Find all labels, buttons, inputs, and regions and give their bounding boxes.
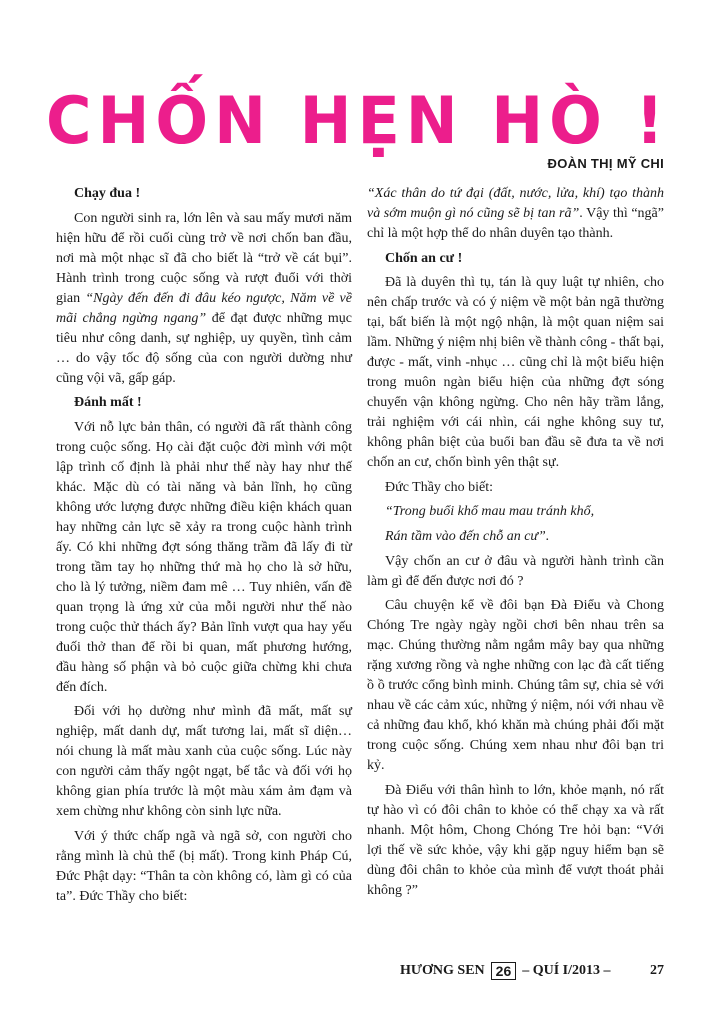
paragraph-text: để đạt được những mục tiêu như công danh, sự nghiệp, uy quyền, tình cảm … do vậy tốc độ sống của con người dường như cũng vội vã, gấp gáp. [56, 310, 353, 386]
page-number: 27 [650, 963, 664, 978]
paragraph: Đà Điểu với thân hình to lớn, khỏe mạnh, nó rất tự hào vì có đôi chân to khỏe có thể chạy xa và rất nhanh. Một hôm, Chong Chóng Tre hỏi bạn: “Với lợi thế về sức khỏe, vậy khi gặp nguy hiểm bạn sẽ dùng đôi chân to khỏe của mình để vượt thoát phải không ?” [367, 782, 664, 898]
italic-quote: “Xác thân do tứ đại (đất, nước, lửa, khí) tạo thành và sớm muộn gì nó cũng sẽ bị tan rã” [367, 186, 664, 221]
paragraph-text: . Vậy thì “ngã” chỉ là một hợp thể do nhân duyên tạo thành. [367, 206, 664, 241]
paragraph: Vậy chốn an cư ở đâu và người hành trình cần làm gì để đến được nơi đó ? [367, 553, 664, 589]
verse-line: Rán tầm vào đến chỗ an cư”. [385, 528, 550, 544]
paragraph: Câu chuyện kể về đôi bạn Đà Điểu và Chong Chóng Tre ngày ngày ngồi chơi bên nhau trên sa mạc. Chúng thường nằm ngắm mây bay qua những rặng xương rồng và nghe những con lạc đà cất tiếng ồ ồ trước cổng bình minh. Chúng tâm sự, chia sẻ với nhau về các cảm xúc, những ý niệm, nói với nhau về cả những đau khổ, khó khăn mà chúng phải đối mặt trong cuộc sống. Chúng xem nhau như đôi bạn tri kỷ. [367, 598, 664, 774]
paragraph [367, 184, 664, 244]
paragraph: Đối với họ dường như mình đã mất, mất sự nghiệp, mất danh dự, mất tương lai, mất sĩ diện… nói chung là mất màu xanh của cuộc sống. Lúc này con người cảm thấy ngột ngạt, bế tắc và đối với họ không gian phía trước là một màu xám ảm đạm và xem chừng như không còn sinh lực nữa. [56, 704, 352, 820]
italic-quote: “Ngày đến đến đi đâu kéo ngược, Năm về về mãi chẳng ngừng ngang” [56, 290, 352, 326]
issue-quarter: – QUÍ I/2013 – [522, 963, 611, 978]
paragraph: Với nỗ lực bản thân, có người đã rất thành công trong cuộc sống. Họ cài đặt cuộc đời mình với một lập trình cố định là phải như thế này hay như thế khác. Mặc dù có tài năng và bản lĩnh, họ cũng không ước lượng được những điều kiện khách quan hay những cản lực sẽ xảy ra trong cuộc hành trình ấy. Có khi những đợt sóng thăng trầm đã lấy đi từ trong tầm tay họ những thứ mà họ cho là sở hữu, cho là lý tưởng, niềm đam mê … Tuy nhiên, vấn đề quan trọng là ứng xử của mỗi người như thế nào trong cuộc thử thách ấy? Bản lĩnh vượt qua hay yếu đuối thở than để rồi bi quan, mất phương hướng, đầu hàng số phận và bỏ cuộc giữa chừng khi chưa đến đích. [56, 419, 352, 695]
magazine-name: HƯƠNG SEN [400, 963, 485, 978]
left-column [56, 184, 352, 912]
section-heading-danh-mat: Đánh mất ! [74, 395, 142, 411]
verse-line: “Trong buổi khổ mau mau tránh khổ, [385, 504, 595, 520]
paragraph [56, 209, 352, 389]
issue-number: 26 [491, 962, 517, 980]
paragraph: Với ý thức chấp ngã và ngã sở, con người cho rằng mình là chủ thể (bị mất). Trong kinh Pháp Cú, Đức Phật dạy: “Thân ta còn không có, làm gì có của ta”. Đức Thầy cho biết: [56, 828, 352, 904]
paragraph: Đức Thầy cho biết: [385, 479, 494, 495]
section-heading-chay-dua: Chạy đua ! [74, 186, 141, 201]
paragraph-text: Con người sinh ra, lớn lên và sau mấy mươi năm hiện hữu để rồi cuối cùng trở về nơi chốn ban đầu, nơi mà một nhạc sĩ đã cho biết là “trở về cát bụi”. Hành trình trong cuộc sống và rượt đuổi với thời gian [56, 210, 352, 306]
section-heading-chon-an-cu: Chốn an cư ! [385, 250, 463, 266]
right-column [367, 184, 664, 905]
paragraph: Đã là duyên thì tụ, tán là quy luật tự nhiên, cho nên chấp trước và có ý niệm về một bản ngã thường tại, bất biến là một ngộ nhận, là một quan niệm sai lầm. Những ý niệm nhị biên về thành công - thất bại, được - mất, vinh -nhục … cũng chỉ là một biểu hiện trong muôn ngàn biểu hiện của những đợt sóng chuyển vận không ngừng. Cho nên hãy trầm lắng, trải nghiệm với cái nhìn, cái nghe không suy tư, không phân biệt của buổi ban đầu sẽ đưa ta về nơi chốn an cư, chốn bình yên thật sự. [367, 275, 664, 471]
article-title: CHỐN HẸN HÒ ! [46, 82, 670, 159]
page-footer [400, 962, 664, 980]
author-name: ĐOÀN THỊ MỸ CHI [547, 156, 664, 171]
